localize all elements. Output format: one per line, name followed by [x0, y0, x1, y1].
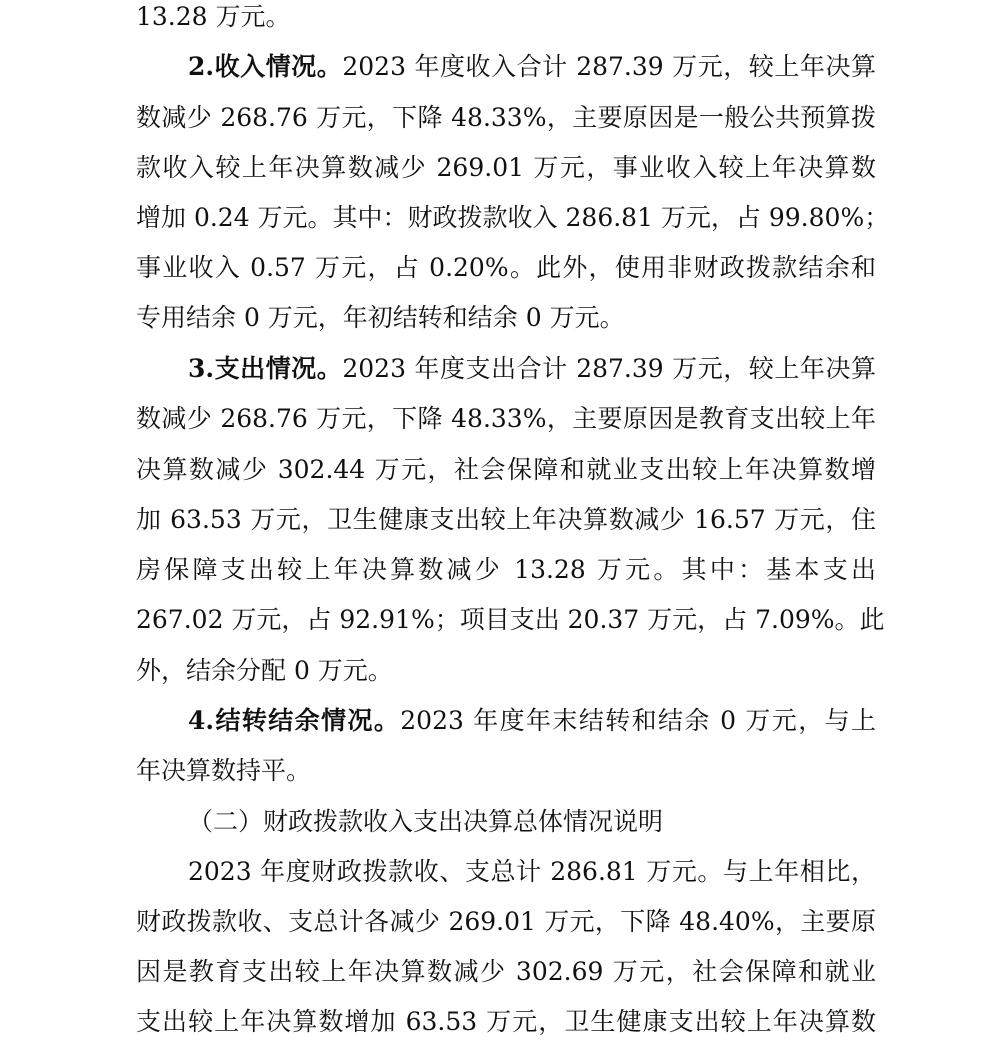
carryover-heading: 4.结转结余情况。 [188, 706, 401, 735]
line-text: 2023 年度财政拨款收、支总计 286.81 万元。与上年相比， [188, 857, 876, 886]
section2-line-2 [136, 902, 876, 942]
section2-line-4 [136, 1002, 876, 1042]
income-line-5 [136, 248, 876, 288]
income-line-3 [136, 148, 876, 188]
line-text: 加 63.53 万元，卫生健康支出较上年决算数减少 16.57 万元，住 [136, 505, 876, 534]
line-text: 13.28 万元。 [136, 2, 291, 31]
line-text: 事业收入 0.57 万元，占 0.20%。此外，使用非财政拨款结余和 [136, 253, 876, 282]
expenditure-text: 2023 年度支出合计 287.39 万元，较上年决算 [342, 354, 876, 383]
carryover-line-1 [188, 701, 876, 741]
expenditure-line-1 [188, 349, 876, 389]
expenditure-line-5 [136, 550, 876, 590]
text-line [136, 0, 291, 37]
income-line-1 [188, 47, 876, 87]
line-text: 专用结余 0 万元，年初结转和结余 0 万元。 [136, 303, 625, 332]
expenditure-line-7 [136, 651, 393, 691]
expenditure-line-3 [136, 450, 876, 490]
income-line-2 [136, 98, 876, 138]
line-text: 款收入较上年决算数减少 269.01 万元，事业收入较上年决算数 [136, 153, 876, 182]
line-text: 决算数减少 302.44 万元，社会保障和就业支出较上年决算数增 [136, 455, 876, 484]
line-text: 数减少 268.76 万元，下降 48.33%，主要原因是教育支出较上年 [136, 404, 876, 433]
section-title [188, 802, 663, 842]
line-text: 年决算数持平。 [136, 756, 312, 785]
line-text: 房保障支出较上年决算数减少 13.28 万元。其中：基本支出 [136, 555, 876, 584]
expenditure-heading: 3.支出情况。 [188, 354, 343, 383]
expenditure-line-4 [136, 500, 876, 540]
expenditure-line-2 [136, 399, 876, 439]
section2-line-1 [188, 852, 876, 892]
line-text: 因是教育支出较上年决算数减少 302.69 万元，社会保障和就业 [136, 957, 876, 986]
line-text: 267.02 万元，占 92.91%；项目支出 20.37 万元，占 7.09%。此 [136, 605, 885, 634]
line-text: 支出较上年决算数增加 63.53 万元，卫生健康支出较上年决算数 [136, 1007, 876, 1036]
income-text: 2023 年度收入合计 287.39 万元，较上年决算 [342, 52, 876, 81]
section-title-text: （二）财政拨款收入支出决算总体情况说明 [188, 807, 664, 836]
section2-line-3 [136, 952, 876, 992]
income-line-6 [136, 298, 625, 338]
carryover-line-2 [136, 751, 311, 791]
line-text: 财政拨款收、支总计各减少 269.01 万元，下降 48.40%，主要原 [136, 907, 876, 936]
income-line-4 [136, 198, 890, 238]
income-heading: 2.收入情况。 [188, 52, 343, 81]
line-text: 外，结余分配 0 万元。 [136, 656, 393, 685]
line-text: 数减少 268.76 万元，下降 48.33%，主要原因是一般公共预算拨 [136, 103, 876, 132]
line-text: 增加 0.24 万元。其中：财政拨款收入 286.81 万元，占 99.80%； [136, 203, 890, 232]
carryover-text: 2023 年度年末结转和结余 0 万元，与上 [400, 706, 876, 735]
expenditure-line-6 [136, 600, 885, 640]
